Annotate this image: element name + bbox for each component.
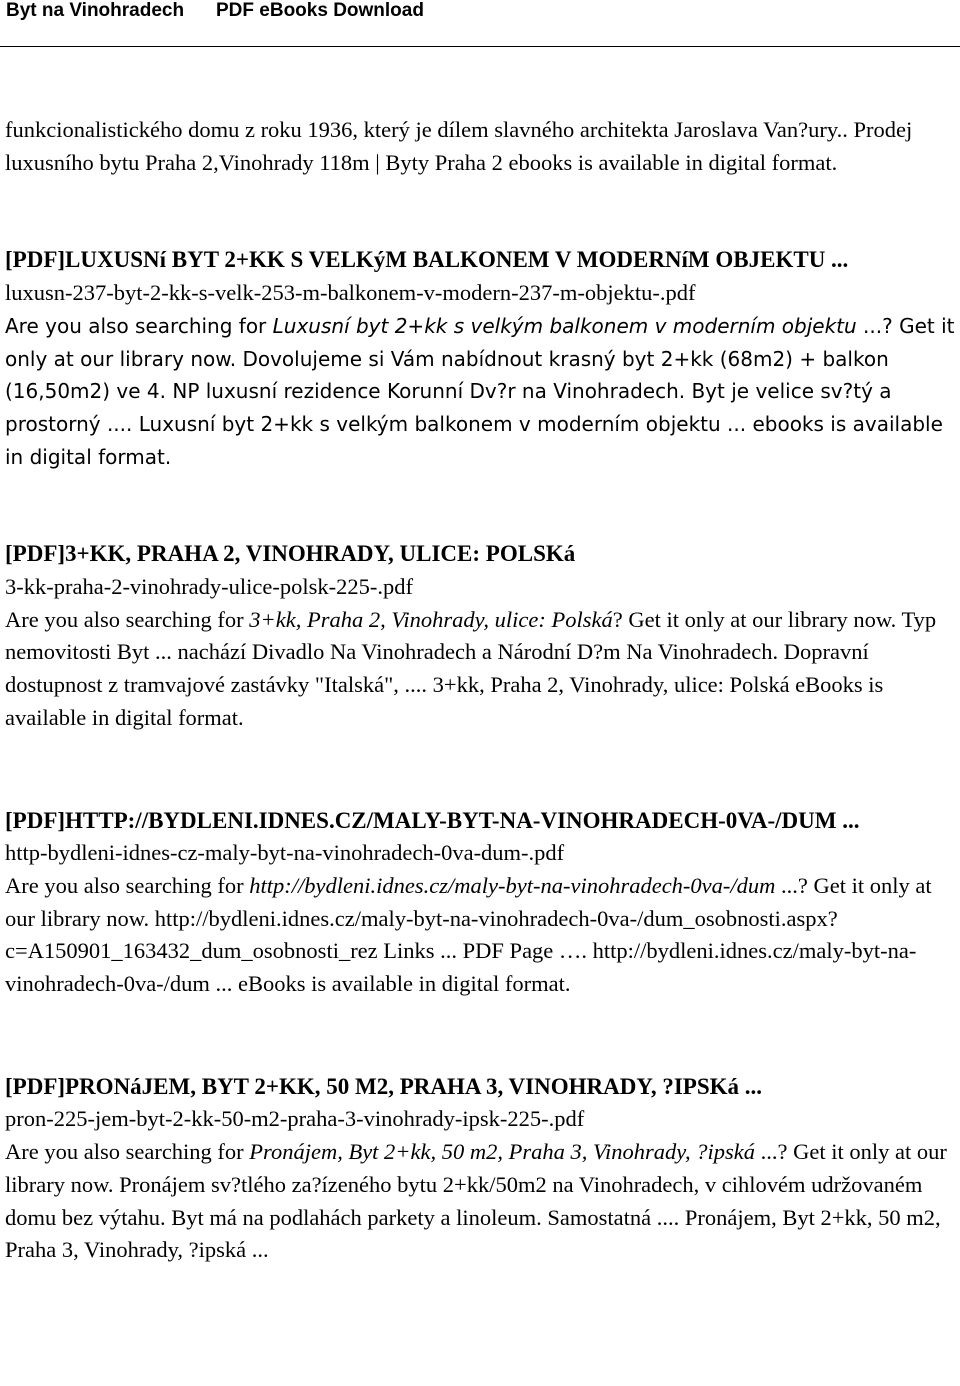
ebook-entry (5, 244, 955, 473)
ebook-entry (5, 1071, 955, 1267)
page-header (0, 0, 960, 30)
entry-lead: Are you also searching for (5, 1139, 250, 1165)
document-body (5, 114, 955, 1267)
header-divider (0, 46, 960, 47)
entry-lead: Are you also searching for (5, 606, 250, 632)
header-title: Byt na Vinohradech (6, 0, 185, 21)
ebook-entry (5, 538, 955, 734)
entry-body: Get it only at our library now. Typ nemovitosti Byt ... nachází Divadlo Na Vinohradech a Národní D?m Na Vinohradech. Dopravní dostupnost z tramvajové zastávky "Italská", .... 3+kk, Praha 2, Vinohrady, ulice: Polská eBooks is available in digital format. (5, 606, 937, 730)
entry-body: Get it only at our library now. http://bydleni.idnes.cz/maly-byt-na-vinohradech-0va-/dum_osobnosti.aspx?c=A150901_163432_dum_osobnosti_rez Links ... PDF Page …. http://bydleni.idnes.cz/maly-byt-na-vinohradech-0va-/dum ... eBooks is available in digital format. (5, 872, 932, 997)
intro-paragraph: funkcionalistického domu z roku 1936, který je dílem slavného architekta Jaroslava Van?ury.. Prodej luxusního bytu Praha 2,Vinohrady 118m | Byty Praha 2 ebooks is available in digital format. (5, 117, 913, 175)
entry-title[interactable]: [PDF]3+KK, PRAHA 2, VINOHRADY, ULICE: POLSKá (5, 541, 576, 567)
entry-filename: luxusn-237-byt-2-kk-s-velk-253-m-balkonem-v-modern-237-m-objektu-.pdf (5, 280, 696, 306)
header-subtitle: PDF eBooks Download (216, 0, 424, 21)
entry-description (5, 310, 955, 474)
entry-description (5, 604, 955, 735)
entry-after-query: ...? (775, 872, 808, 898)
entry-description (5, 870, 955, 1001)
entry-title[interactable]: [PDF]HTTP://BYDLENI.IDNES.CZ/MALY-BYT-NA-VINOHRADECH-0VA-/DUM ... (5, 807, 860, 833)
entry-body: Get it only at our library now. Pronájem sv?tlého za?ízeného bytu 2+kk/50m2 na Vinohradech, v cihlovém udržovaném domu bez výtahu. Byt má na podlahách parkety a linoleum. Samostatná .... Pronájem, Byt 2+kk, 50 m2, Praha 3, Vinohrady, ?ipská ... (5, 1139, 947, 1263)
entry-after-query: ...? (856, 313, 893, 338)
entry-query: 3+kk, Praha 2, Vinohrady, ulice: Polská (249, 606, 613, 632)
entry-body: Get it only at our library now. Dovolujeme si Vám nabídnout krasný byt 2+kk (68m2) + balkon (16,50m2) ve 4. NP luxusní rezidence Korunní Dv?r na Vinohradech. Byt je velice sv?tý a prostorný .... Luxusní byt 2+kk s velkým balkonem v moderním objektu ... ebooks is available in digital format. (5, 313, 955, 469)
entry-description (5, 1136, 955, 1267)
entry-title[interactable]: [PDF]PRONáJEM, BYT 2+KK, 50 M2, PRAHA 3, VINOHRADY, ?IPSKá ... (5, 1073, 763, 1099)
entry-query: Pronájem, Byt 2+kk, 50 m2, Praha 3, Vinohrady, ?ipská (249, 1139, 756, 1165)
entry-filename: http-bydleni-idnes-cz-maly-byt-na-vinohradech-0va-dum-.pdf (5, 840, 565, 866)
entry-filename: pron-225-jem-byt-2-kk-50-m2-praha-3-vinohrady-ipsk-225-.pdf (5, 1106, 585, 1132)
entry-after-query: ...? (755, 1139, 788, 1165)
entry-query: http://bydleni.idnes.cz/maly-byt-na-vinohradech-0va-/dum (249, 872, 776, 898)
ebook-entry (5, 805, 955, 1001)
entry-filename: 3-kk-praha-2-vinohrady-ulice-polsk-225-.pdf (5, 574, 413, 600)
entry-lead: Are you also searching for (5, 313, 273, 338)
entry-after-query: ? (612, 606, 623, 632)
entry-title[interactable]: [PDF]LUXUSNí BYT 2+KK S VELKýM BALKONEM V MODERNíM OBJEKTU ... (5, 247, 849, 273)
entry-lead: Are you also searching for (5, 872, 250, 898)
entry-query: Luxusní byt 2+kk s velkým balkonem v moderním objektu (272, 313, 857, 338)
